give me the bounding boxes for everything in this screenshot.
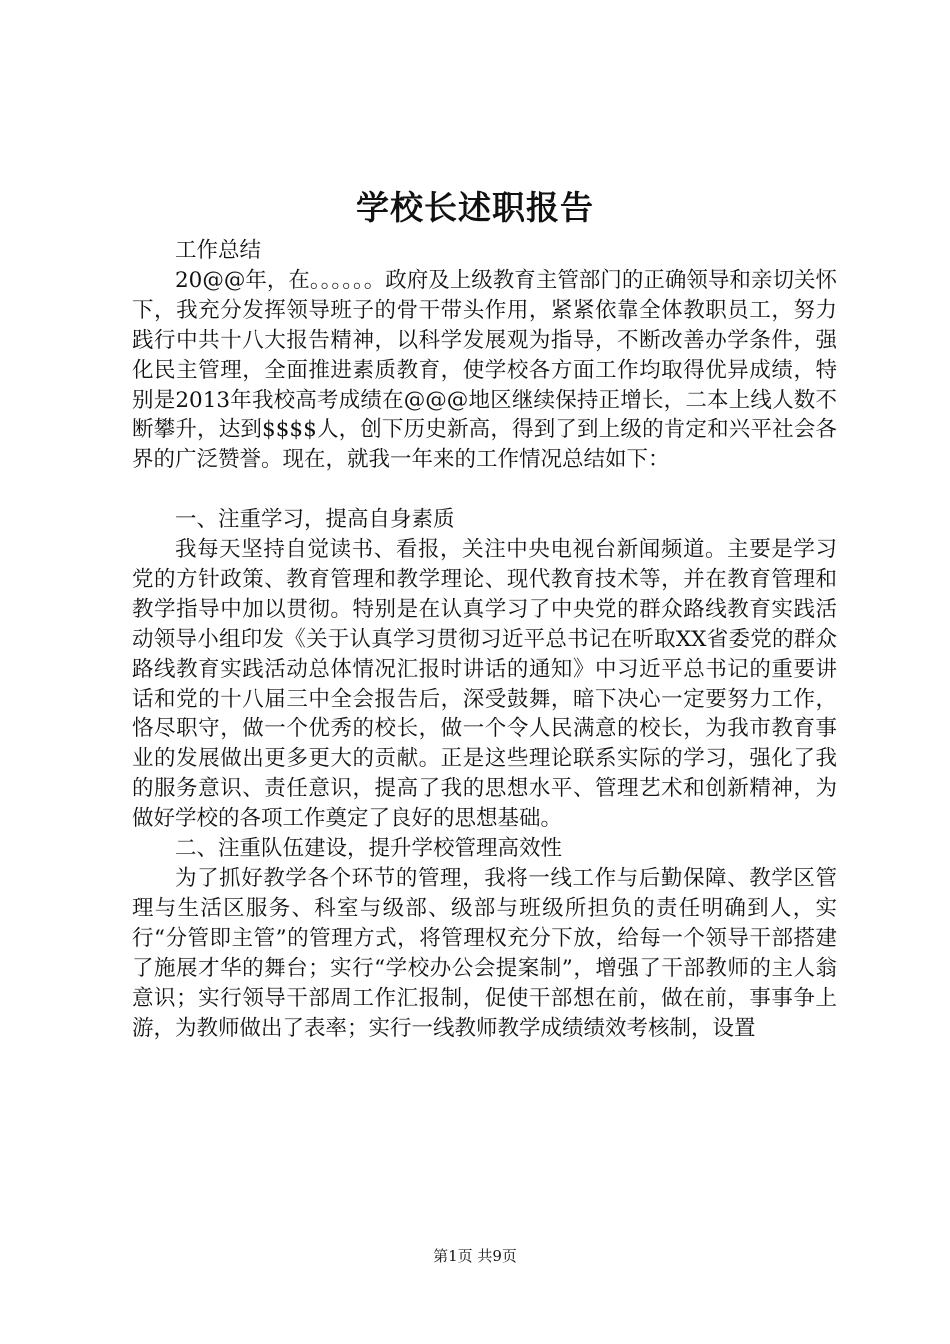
document-title: 学校长述职报告 (356, 188, 594, 227)
page-footer: 第1页 共9页 (433, 1247, 517, 1265)
intro-paragraph: 20@@年，在。。。。。。政府及上级教育主管部门的正确领导和亲切关怀下，我充分发挥领导班子的骨干带头作用，紧紧依靠全体教职员工，努力践行中共十八大报告精神，以科学发展观为指导，不断改善办学条件，强化民主管理，全面推进素质教育，使学校各方面工作均取得优异成绩，特别是2013年我校高考成绩在@@@地区继续保持正增长，二本上线人数不断攀升，达到$$$$人，创下历史新高，得到了到上级的肯定和兴平社会各界的广泛赞誉。现在，就我一年来的工作情况总结如下： (132, 267, 837, 473)
section-2-paragraph: 为了抓好教学各个环节的管理，我将一线工作与后勤保障、教学区管理与生活区服务、科室与级部、级部与班级所担负的责任明确到人，实行“分管即主管”的管理方式，将管理权充分下放，给每一个领导干部搭建了施展才华的舞台；实行“学校办公会提案制”，增强了干部教师的主人翁意识；实行领导干部周工作汇报制，促使干部想在前，做在前，事事争上游，为教师做出了表率；实行一线教师教学成绩绩效考核制，设置 (132, 866, 837, 1041)
section-heading-2: 二、注重队伍建设，提升学校管理高效性 (175, 836, 563, 862)
section-heading-1: 一、注重学习，提高自身素质 (175, 507, 455, 533)
document-body (132, 236, 837, 1043)
section-label-summary: 工作总结 (175, 238, 262, 263)
section-1-paragraph: 我每天坚持自觉读书、看报，关注中央电视台新闻频道。主要是学习党的方针政策、教育管理和教学理论、现代教育技术等，并在教育管理和教学指导中加以贯彻。特别是在认真学习了中央党的群众路线教育实践活动领导小组印发《关于认真学习贯彻习近平总书记在听取XX省委党的群众路线教育实践活动总体情况汇报时讲话的通知》中习近平总书记的重要讲话和党的十八届三中全会报告后，深受鼓舞，暗下决心一定要努力工作，恪尽职守，做一个优秀的校长，做一个令人民满意的校长，为我市教育事业的发展做出更多更大的贡献。正是这些理论联系实际的学习，强化了我的服务意识、责任意识，提高了我的思想水平、管理艺术和创新精神，为做好学校的各项工作奠定了良好的思想基础。 (132, 537, 837, 832)
